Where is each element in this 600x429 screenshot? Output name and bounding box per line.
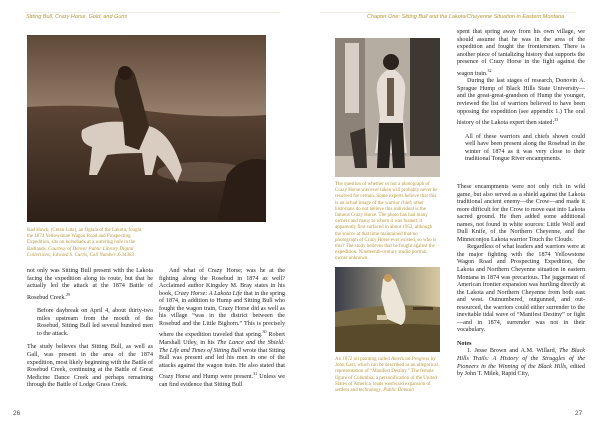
- american-progress-painting: [335, 267, 440, 352]
- paragraph: During the last stages of research, Donovin A. Sprague Hump of Black Hills State University—and the great-great-grandson of Hump the younger, reviewed the list of warriors believed to have been opposing the expedition (see appendix 1.) The oral history of the Lakota expert then stated:: [457, 78, 585, 127]
- block-quote: Before daybreak on April 4, about thirty-two miles upstream from the mouth of the Rosebud, Sitting Bull led several hundred men to the attack.: [37, 308, 153, 337]
- page-number-right: 27: [575, 410, 583, 417]
- left-column-2: [159, 268, 285, 389]
- footnote-ref: 31: [253, 371, 258, 377]
- caption-credit: Public Domain: [383, 388, 414, 394]
- book-title: Crazy Horse: A Lakota Life: [174, 290, 243, 297]
- header-rule-left: [25, 12, 280, 13]
- bad-hawk-caption: [27, 228, 145, 259]
- footnote-ref: 33: [554, 117, 559, 123]
- paragraph: Regardless of what leaders and warriors were at the major fighting with the 1874 Yellowstone Wagon Road and Prospecting Expedition, the Lakota and Northern Cheyenne situation in eastern Montana in 1874 was precarious. The juggernaut of American frontier expansion was hurtling directly at the Lakota and Northern Cheyenne from both east and west. Outnumbered, outgunned, and out-resourced, the warriors could either surrender to the inevitable tidal wave of “Manifest Destiny” or fight—and in 1874, surrender was not in their vocabulary.: [457, 244, 585, 334]
- text: that in the spring of 1874, in addition to Hump and Sitting Bull who fought the wagon train, Crazy Horse did as well as his village “was in the district between the Rosebud and the Little Bighorn.” This is precisely where the expedition traveled that spring.: [159, 290, 285, 339]
- bad-hawk-photo: [27, 35, 266, 222]
- paragraph: not only was Sitting Bull present with the Lakota facing the expedition along its route, but that he actually led the attack at the 1874 Battle of Rosebud Creek.: [27, 268, 153, 301]
- note-title: The Black Hills Trails: A History of the Struggles of the Pioneers in the Winning of the Black Hills,: [457, 348, 585, 370]
- paragraph: These encampments were not only rich in wild game, but also served as a shield against the Lakota traditional ancient enemy—the Crow—and made it more difficult for the Crow to move east into Lakota sacred ground. He then added some additional names, not found in white sources: Little Wolf and Dull Knife, of the Northern Cheyenne, and the Minneconjou Lakota warrior Touch the Clouds.: [457, 184, 585, 243]
- text: And what of Crazy Horse; was he at the fighting along the Rosebud in 1874 as well? Acclaimed author Kingsley M. Bray states in his book,: [159, 268, 285, 297]
- studio-portrait-image: [335, 38, 440, 177]
- text: wrote that Sitting Bull was present and led his men in one of the attacks against the wagon train. He also stated that Crazy Horse and Hump were present.: [159, 347, 285, 381]
- caption-text: An 1872 oil painting called: [335, 357, 391, 362]
- sepia-horseback-image: [27, 35, 266, 222]
- footnote-ref: 30: [262, 329, 267, 335]
- painting-image: [335, 267, 440, 352]
- note-text: 1. Jesse Brown and A.M. Willard,: [467, 348, 560, 355]
- notes-heading: Notes: [457, 340, 472, 347]
- paragraph: The study believes that Sitting Bull, as well as Gall, was present in the area of the 1874 expedition, most likely beginning with the Battle of Rosebud Creek, continuing at the Battle of Great Medicine Dance Creek and perhaps remaining through the Battle of Lodge Grass Creek.: [27, 344, 153, 389]
- right-column-top: [457, 29, 585, 164]
- left-column-1: [27, 268, 153, 390]
- book-title: The Lance and the Shield: The Life and Times of Sitting Bull: [159, 339, 285, 354]
- footnote-ref: 32: [487, 67, 492, 73]
- running-head-left: Sitting Bull, Crazy Horse, Gold, and Guns: [26, 14, 128, 20]
- caption-credit: Courtesy of Denver Public Library Digital Collections; Edward S. Curtis, Call Number X-34383: [27, 246, 135, 258]
- block-quote: All of these warriors and chiefs shown could well have been present along the Rosebud in the winter of 1874 as it was very close to their traditional Tongue River encampments.: [465, 133, 585, 163]
- caption-text: Bad Hawk, (Cetan Luta), an Oglala of the Lakota, fought the 1874 Yellowstone Wagon Road and Prospecting Expedition, sits on horseback at a watering hole in the Badlands.: [27, 228, 142, 252]
- text: Robert Marshall Utley, in his: [159, 332, 285, 346]
- crazy-horse-photo: [335, 38, 440, 177]
- header-rule-right: [320, 12, 575, 13]
- crazy-horse-caption: The question of whether or not a photograph of Crazy Horse was ever taken will probably never be resolved for certain. Some experts believe that this is an actual image of the warrior chief; other historians do not believe this individual is the famous Crazy Horse. The photo has had many owners and many to whom it was loaned; it apparently first surfaced in about 1952, although the source at that time maintained that no photograph of Crazy Horse ever existed, so who is this? The study believes that he fought against the expedition. Nineteenth-century studio portrait, owner unknown.: [335, 182, 438, 262]
- american-progress-caption: [335, 357, 439, 394]
- paragraph: spent that spring away from his own village, we should assume that he was in the area of the expedition and fought the frontiersmen. There is another piece of tantalizing history that supports the presence of Crazy Horse in the fight against the wagon train.: [457, 29, 585, 77]
- page-number-left: 26: [13, 410, 21, 417]
- running-head-right: Chapter One: Sitting Bull and the Lakota/Cheyenne Situation in Eastern Montana: [367, 14, 565, 20]
- footnote-ref: 29: [65, 291, 70, 297]
- note-text: edited by John T. Milek, Rapid City,: [457, 363, 585, 378]
- text: Unless we can find evidence that Sitting Bull: [159, 374, 285, 388]
- right-column-bottom: [457, 184, 585, 379]
- caption-text: by John Gast, which can be described as an allegorical representation of “Manifest Destiny.” The female figure of Columbia, a personification of the United States of America, leads westward expansion of settlers and technology.: [335, 357, 438, 394]
- painting-title: American Progress: [390, 357, 430, 362]
